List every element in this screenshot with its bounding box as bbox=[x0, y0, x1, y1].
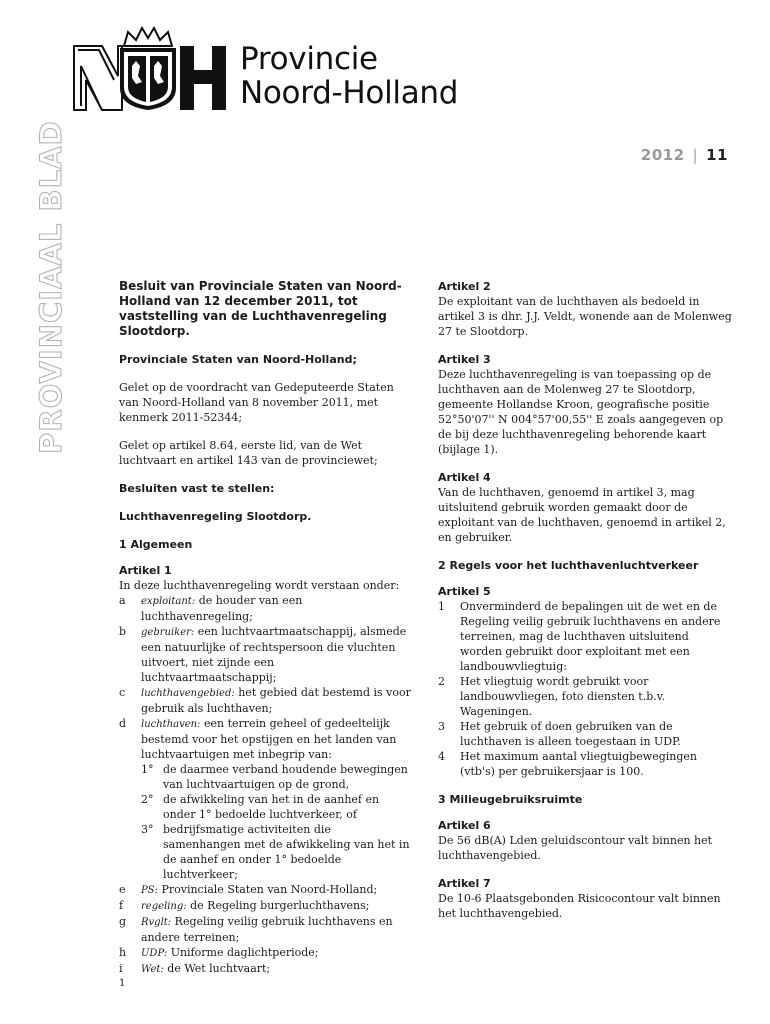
article-5-item bbox=[438, 749, 733, 779]
definition-item bbox=[119, 593, 411, 624]
definition-term: gebruiker: bbox=[141, 627, 195, 638]
article-3-text: Deze luchthavenregeling is van toepassing op de luchthaven aan de Molenweg 27 te Slootdorp, gemeente Hollandse Kroon, geografische positie 52°50'07'' N 004°57'00,55'' E zoals aangegeven op de bij deze luchthavenregeling behorende kaart (bijlage 1). bbox=[438, 368, 724, 456]
article-3-title: Artikel 3 bbox=[438, 353, 491, 366]
definition-term: UDP: bbox=[141, 948, 168, 959]
list-marker: 3° bbox=[141, 823, 154, 836]
article-4-title: Artikel 4 bbox=[438, 471, 491, 484]
definition-text: het gebied dat bestemd is voor gebruik als luchthaven; bbox=[141, 686, 411, 715]
article-5-title: Artikel 5 bbox=[438, 585, 491, 598]
org-line-1: Provincie bbox=[240, 41, 378, 77]
definition-item bbox=[119, 882, 411, 898]
logo-letter-n bbox=[74, 46, 122, 110]
list-marker: 1 bbox=[438, 600, 445, 613]
list-item-text bbox=[141, 716, 411, 762]
definition-term: exploitant: bbox=[141, 596, 196, 607]
list-item-text: Onverminderd de bepalingen uit de wet en de Regeling veilig gebruik luchthavens en andere terreinen, mag de luchthaven uitsluitend worden gebruikt door exploitant met een landbouwvliegtuig: bbox=[460, 600, 721, 673]
list-item-text bbox=[141, 882, 411, 898]
definition-subitem bbox=[141, 792, 411, 822]
list-item-text: Het gebruik of doen gebruiken van de luchthaven is alleen toegestaan in UDP. bbox=[460, 720, 681, 748]
definition-sublist bbox=[119, 762, 411, 882]
definition-item bbox=[119, 716, 411, 762]
definition-subitem bbox=[141, 762, 411, 792]
page-number: 1 bbox=[119, 978, 126, 989]
list-marker: 2 bbox=[438, 675, 445, 688]
article-5-item bbox=[438, 674, 733, 719]
list-item-text bbox=[141, 685, 411, 716]
list-item-text: de daarmee verband houdende bewegingen van luchtvaartuigen op de grond, bbox=[163, 763, 408, 791]
issue-num: 11 bbox=[706, 146, 728, 164]
provincie-logo bbox=[72, 26, 232, 112]
article-1-intro: In deze luchthavenregeling wordt verstaan onder: bbox=[119, 579, 400, 592]
list-item-text: de afwikkeling van het in de aanhef en onder 1° bedoelde luchtverkeer, of bbox=[163, 793, 380, 821]
definition-item bbox=[119, 685, 411, 716]
regeling-name: Luchthavenregeling Slootdorp. bbox=[119, 510, 312, 523]
list-marker: d bbox=[119, 717, 127, 730]
definitions-list-2 bbox=[119, 882, 411, 977]
list-item-text bbox=[141, 624, 411, 685]
definition-term: Wet: bbox=[141, 964, 164, 975]
list-item-text bbox=[141, 898, 411, 914]
list-item-text: Het maximum aantal vliegtuigbewegingen (vtb's) per gebruikersjaar is 100. bbox=[460, 750, 697, 778]
definition-text: de Regeling burgerluchthavens; bbox=[190, 899, 370, 912]
logo-letter-h bbox=[180, 46, 226, 110]
article-5-list bbox=[438, 599, 733, 779]
definition-item bbox=[119, 898, 411, 914]
definition-item bbox=[119, 961, 411, 977]
definition-subitem bbox=[141, 822, 411, 882]
definition-term: regeling: bbox=[141, 901, 187, 912]
definition-term: luchthavengebied: bbox=[141, 688, 235, 699]
list-marker: i bbox=[119, 962, 123, 975]
definitions-list bbox=[119, 593, 411, 762]
list-item-text bbox=[141, 945, 411, 961]
section-heading-3: 3 Milieugebruiksruimte bbox=[438, 793, 583, 806]
list-marker: 4 bbox=[438, 750, 445, 763]
definition-text: Regeling veilig gebruik luchthavens en andere terreinen; bbox=[141, 915, 393, 944]
definition-text: Provinciale Staten van Noord-Holland; bbox=[161, 883, 378, 896]
list-marker: b bbox=[119, 625, 127, 638]
definition-text: de Wet luchtvaart; bbox=[167, 962, 271, 975]
organisation-name bbox=[240, 42, 458, 110]
article-2-text: De exploitant van de luchthaven als bedoeld in artikel 3 is dhr. J.J. Veldt, wonende aan de Molenweg 27 te Slootdorp. bbox=[438, 295, 732, 338]
definition-item bbox=[119, 624, 411, 685]
definition-text: Uniforme daglichtperiode; bbox=[170, 946, 319, 959]
article-1-title: Artikel 1 bbox=[119, 564, 172, 577]
list-marker: e bbox=[119, 883, 126, 896]
gelet-paragraph-1: Gelet op de voordracht van Gedeputeerde Staten van Noord-Holland van 8 november 2011, met kenmerk 2011-52344; bbox=[119, 381, 394, 424]
right-column bbox=[438, 279, 733, 934]
article-7-title: Artikel 7 bbox=[438, 877, 491, 890]
list-marker: 2° bbox=[141, 793, 154, 806]
list-item-text: Het vliegtuig wordt gebruikt voor landbouwvliegen, foto diensten t.b.v. Wageningen. bbox=[460, 675, 666, 718]
article-2-title: Artikel 2 bbox=[438, 280, 491, 293]
besluiten-heading: Besluiten vast te stellen: bbox=[119, 482, 275, 495]
list-item-text bbox=[141, 593, 411, 624]
issue-year: 2012 bbox=[640, 146, 685, 164]
issue-number bbox=[641, 146, 728, 164]
ps-heading: Provinciale Staten van Noord-Holland; bbox=[119, 353, 357, 366]
gelet-paragraph-2: Gelet op artikel 8.64, eerste lid, van de Wet luchtvaart en artikel 143 van de provinciewet; bbox=[119, 439, 378, 467]
article-6-text: De 56 dB(A) Lden geluidscontour valt binnen het luchthavengebied. bbox=[438, 834, 713, 862]
definition-term: Rvglt: bbox=[141, 917, 172, 928]
list-marker: h bbox=[119, 946, 127, 959]
section-heading-1: 1 Algemeen bbox=[119, 538, 193, 551]
org-line-2: Noord-Holland bbox=[240, 75, 459, 111]
section-heading-2: 2 Regels voor het luchthavenluchtverkeer bbox=[438, 559, 699, 572]
list-marker: 1° bbox=[141, 763, 154, 776]
left-column bbox=[119, 279, 411, 977]
list-marker: c bbox=[119, 686, 126, 699]
list-item-text: bedrijfsmatige activiteiten die samenhangen met de afwikkeling van het in de aanhef en onder 1° bedoelde luchtverkeer; bbox=[163, 823, 410, 881]
list-item-text bbox=[141, 914, 411, 945]
issue-separator: | bbox=[692, 146, 699, 164]
definition-item bbox=[119, 945, 411, 961]
definition-text: de houder van een luchthavenregeling; bbox=[141, 594, 303, 623]
article-5-item bbox=[438, 599, 733, 674]
article-5-item bbox=[438, 719, 733, 749]
list-marker: g bbox=[119, 915, 127, 928]
definition-term: PS: bbox=[141, 885, 158, 896]
article-4-text: Van de luchthaven, genoemd in artikel 3, mag uitsluitend gebruik worden gemaakt door de exploitant van de luchthaven, genoemd in artikel 2, en gebruiker. bbox=[438, 486, 726, 544]
definition-text: een luchtvaartmaatschappij, alsmede een natuurlijke of rechtspersoon die vluchten uitvoert, niet zijnde een luchtvaartmaatschappij; bbox=[141, 625, 407, 684]
article-7-text: De 10-6 Plaatsgebonden Risicocontour valt binnen het luchthavengebied. bbox=[438, 892, 721, 920]
definition-item bbox=[119, 914, 411, 945]
list-marker: f bbox=[119, 899, 124, 912]
coat-of-arms-icon bbox=[120, 28, 176, 110]
list-marker: 3 bbox=[438, 720, 445, 733]
article-6-title: Artikel 6 bbox=[438, 819, 491, 832]
list-item-text bbox=[141, 961, 411, 977]
definition-term: luchthaven: bbox=[141, 719, 201, 730]
definition-text: een terrein geheel of gedeeltelijk bestemd voor het opstijgen en het landen van luchtvaartuigen met inbegrip van: bbox=[141, 717, 397, 761]
decision-title: Besluit van Provinciale Staten van Noord-Holland van 12 december 2011, tot vaststelling van de Luchthavenregeling Slootdorp. bbox=[119, 279, 402, 338]
list-marker: a bbox=[119, 594, 126, 607]
vertical-label: PROVINCIAAL BLAD bbox=[34, 120, 68, 454]
